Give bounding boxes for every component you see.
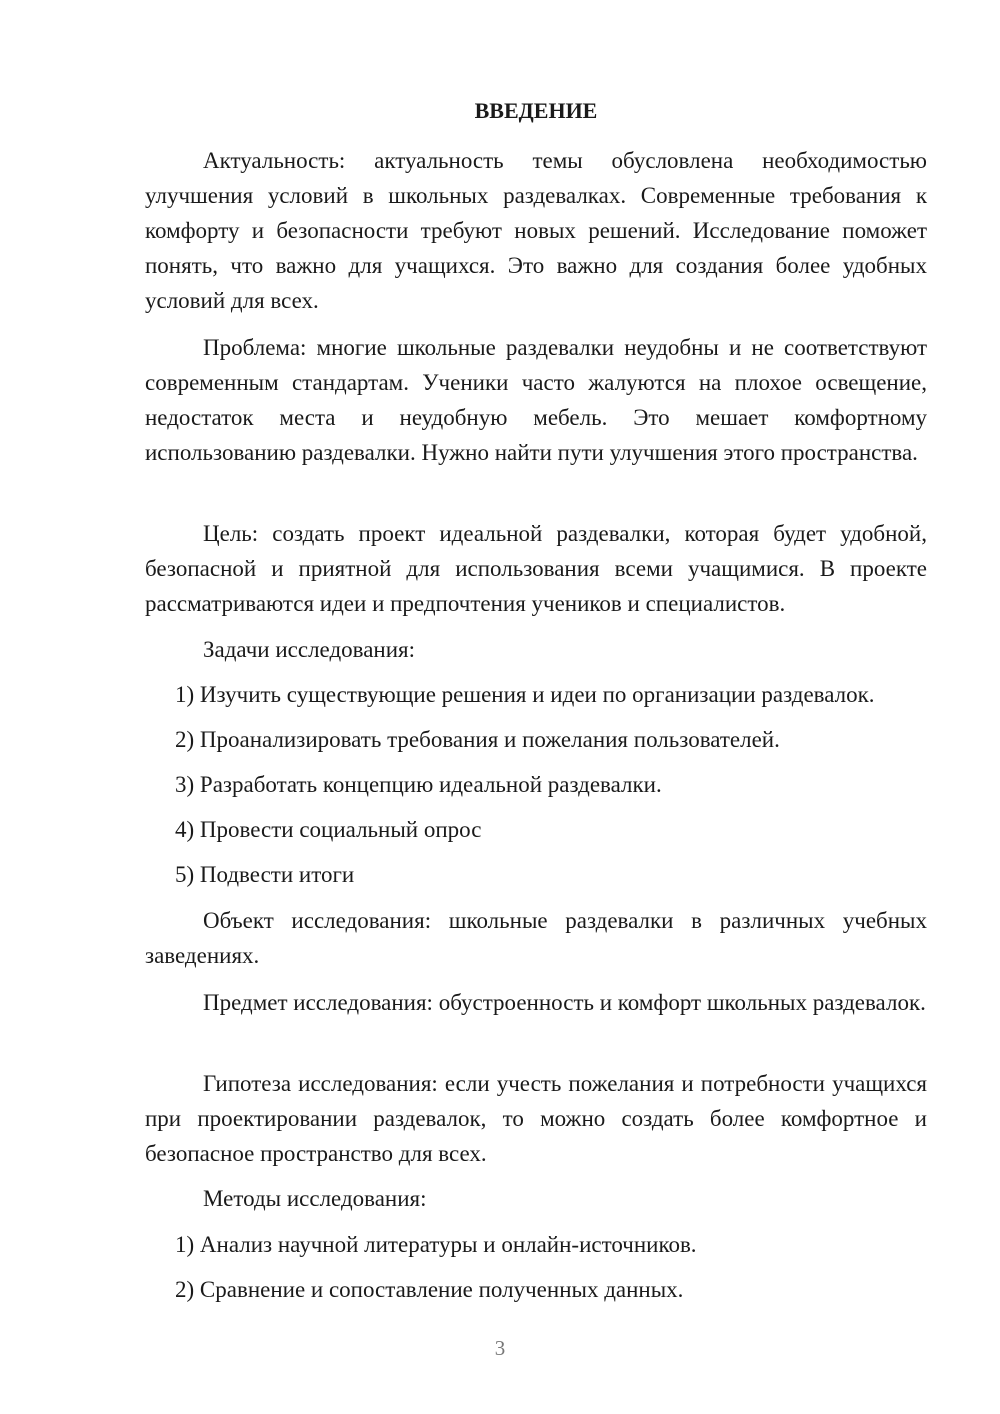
page-title: ВВЕДЕНИЕ bbox=[474, 98, 598, 123]
subject-paragraph: Предмет исследования: обустроенность и комфорт школьных раздевалок. bbox=[203, 990, 926, 1015]
page-number: 3 bbox=[494, 1336, 506, 1360]
tasks-heading: Задачи исследования: bbox=[203, 637, 416, 662]
method-item-1: 1) Анализ научной литературы и онлайн-источников. bbox=[175, 1232, 697, 1257]
relevance-paragraph: Актуальность: актуальность темы обусловлена необходимостью улучшения условий в школьных раздевалках. Современные требования к комфорту и безопасности требуют новых решений. Исследование поможет понять, что важно для учащихся. Это важно для создания более удобных условий для всех. bbox=[145, 148, 927, 313]
problem-paragraph: Проблема: многие школьные раздевалки неудобны и не соответствуют современным стандартам. Ученики часто жалуются на плохое освещение, недостаток места и неудобную мебель. Это мешает комфортному использованию раздевалки. Нужно найти пути улучшения этого пространства. bbox=[145, 335, 927, 465]
task-item-4: 4) Провести социальный опрос bbox=[175, 817, 482, 842]
method-item-2: 2) Сравнение и сопоставление полученных данных. bbox=[175, 1277, 684, 1302]
task-item-3: 3) Разработать концепцию идеальной раздевалки. bbox=[175, 772, 662, 797]
task-item-5: 5) Подвести итоги bbox=[175, 862, 355, 887]
task-item-1: 1) Изучить существующие решения и идеи по организации раздевалок. bbox=[175, 682, 875, 707]
task-item-2: 2) Проанализировать требования и пожелания пользователей. bbox=[175, 727, 780, 752]
object-paragraph: Объект исследования: школьные раздевалки в различных учебных заведениях. bbox=[145, 908, 927, 968]
goal-paragraph: Цель: создать проект идеальной раздевалки, которая будет удобной, безопасной и приятной для использования всеми учащимися. В проекте рассматриваются идеи и предпочтения учеников и специалистов. bbox=[145, 521, 927, 616]
hypothesis-paragraph: Гипотеза исследования: если учесть пожелания и потребности учащихся при проектировании раздевалок, то можно создать более комфортное и безопасное пространство для всех. bbox=[145, 1071, 927, 1166]
methods-heading: Методы исследования: bbox=[203, 1186, 427, 1211]
